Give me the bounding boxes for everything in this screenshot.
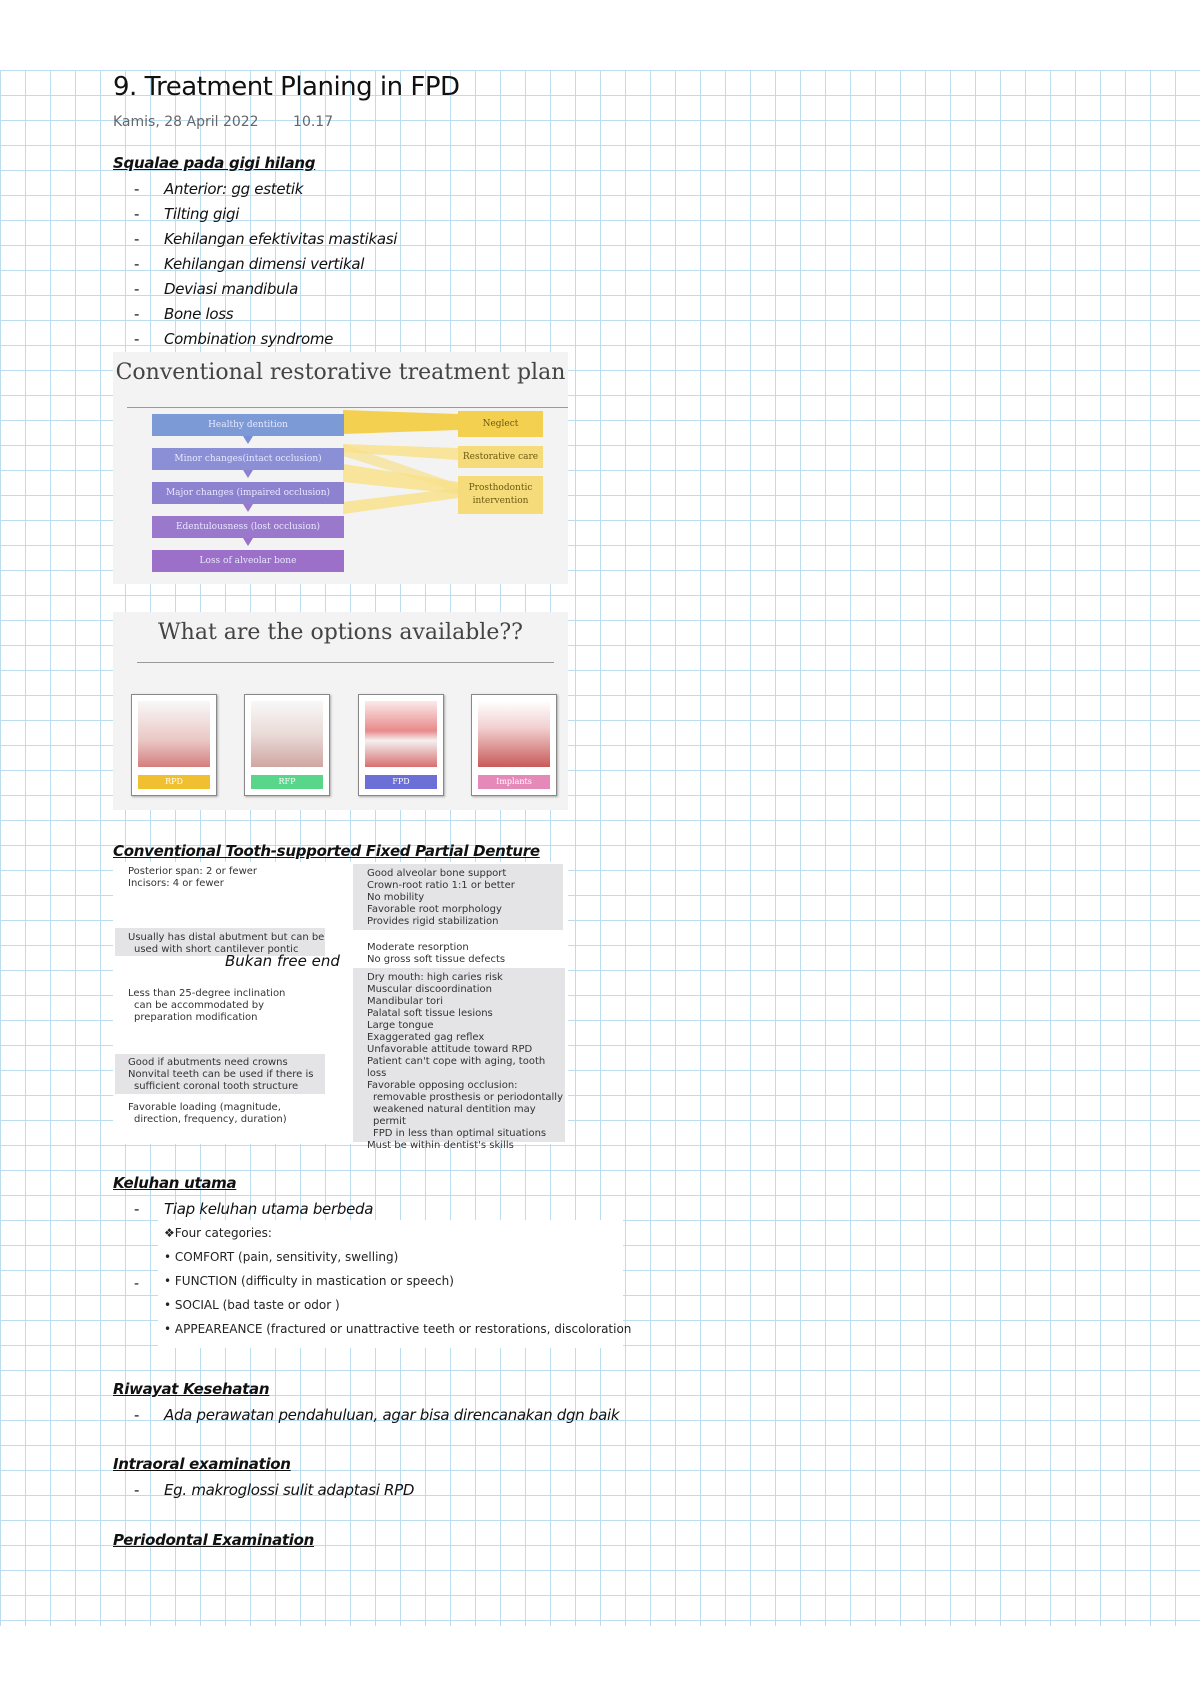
option-label: FPD xyxy=(365,775,437,789)
stage-bar: Edentulousness (lost occlusion) xyxy=(152,516,344,538)
option-card-rfp xyxy=(244,694,330,796)
list-item: - Ada perawatan pendahuluan, agar bisa direncanakan dgn baik xyxy=(134,1406,620,1424)
table-cell: Favorable loading (magnitude, direction, frequency, duration) xyxy=(128,1102,287,1125)
category-item: • SOCIAL (bad taste or odor ) xyxy=(164,1298,340,1312)
option-card-fpd xyxy=(358,694,444,796)
option-card-rpd xyxy=(131,694,217,796)
slide-treatment-plan xyxy=(113,352,568,584)
slide-title: What are the options available?? xyxy=(158,620,523,645)
table-cell: Dry mouth: high caries risk Muscular discoordination Mandibular tori Palatal soft tissue lesions Large tongue Exaggerated gag reflex Unfavorable attitude toward RPD Patient can't cope with aging, tooth loss Favorable opposing occlusion: removable prosthesis or periodontally weakened natural dentition may permit FPD in less than optimal situations Must be within dentist's skills xyxy=(353,968,565,1142)
arrow-down xyxy=(243,470,253,478)
arrow-down xyxy=(243,538,253,546)
fpd-criteria-table xyxy=(113,862,568,1151)
list-item: - Kehilangan efektivitas mastikasi xyxy=(134,230,398,248)
category-item: • APPEAREANCE (fractured or unattractive teeth or restorations, discoloration xyxy=(164,1322,632,1336)
section-heading-fpd: Conventional Tooth-supported Fixed Partial Denture xyxy=(113,842,540,860)
option-label: RFP xyxy=(251,775,323,789)
list-item: - Bone loss xyxy=(134,305,234,323)
slide-divider xyxy=(137,662,554,663)
table-cell: Good alveolar bone support Crown-root ratio 1:1 or better No mobility Favorable root morphology Provides rigid stabilization xyxy=(353,864,563,930)
stage-bar: Loss of alveolar bone xyxy=(152,550,344,572)
list-item: - Anterior: gg estetik xyxy=(134,180,304,198)
implant-image xyxy=(478,701,550,767)
section-heading-sekuele: Squalae pada gigi hilang xyxy=(113,154,316,172)
handwritten-note: Bukan free end xyxy=(225,952,340,970)
list-item: - Deviasi mandibula xyxy=(134,280,299,298)
denture-image xyxy=(365,701,437,767)
arrow-prostho-2 xyxy=(343,488,458,514)
option-card-implants xyxy=(471,694,557,796)
slide-title: Conventional restorative treatment plan xyxy=(115,360,566,385)
outcome-box: Restorative care xyxy=(458,446,543,468)
outcome-box: Prosthodontic intervention xyxy=(458,476,543,514)
list-item: - Combination syndrome xyxy=(134,330,334,348)
stage-bar: Major changes (impaired occlusion) xyxy=(152,482,344,504)
slide-options xyxy=(113,612,568,810)
list-dash: - xyxy=(134,1276,140,1292)
section-heading-intraoral: Intraoral examination xyxy=(113,1455,291,1473)
denture-image xyxy=(138,701,210,767)
arrow-neglect xyxy=(343,410,458,434)
table-cell: Usually has distal abutment but can be used with short cantilever pontic xyxy=(115,928,325,956)
table-cell: Less than 25-degree inclination can be accommodated by preparation modification xyxy=(128,988,286,1023)
arrow-down xyxy=(243,436,253,444)
section-heading-keluhan: Keluhan utama xyxy=(113,1174,237,1192)
arrow-down xyxy=(243,504,253,512)
page-timestamp xyxy=(113,114,363,130)
page-title: 9. Treatment Planing in FPD xyxy=(113,72,460,102)
section-heading-riwayat: Riwayat Kesehatan xyxy=(113,1380,270,1398)
section-heading-periodontal: Periodontal Examination xyxy=(113,1531,314,1549)
stage-bar: Healthy dentition xyxy=(152,414,344,436)
four-categories-box xyxy=(158,1220,632,1348)
list-item: - Tilting gigi xyxy=(134,205,240,223)
table-cell: Moderate resorption No gross soft tissue defects xyxy=(367,942,506,965)
page-time: 10.17 xyxy=(293,114,334,130)
page-date: Kamis, 28 April 2022 xyxy=(113,114,259,130)
option-label: Implants xyxy=(478,775,550,789)
outcome-box: Neglect xyxy=(458,411,543,437)
category-item: • COMFORT (pain, sensitivity, swelling) xyxy=(164,1250,399,1264)
category-heading: ❖Four categories: xyxy=(164,1226,272,1240)
table-cell: Good if abutments need crowns Nonvital teeth can be used if there is sufficient coronal tooth structure xyxy=(115,1054,325,1094)
stage-bar: Minor changes(intact occlusion) xyxy=(152,448,344,470)
denture-image xyxy=(251,701,323,767)
option-label: RPD xyxy=(138,775,210,789)
list-item: - Kehilangan dimensi vertikal xyxy=(134,255,365,273)
list-item: - Eg. makroglossi sulit adaptasi RPD xyxy=(134,1481,415,1499)
list-item: - Tiap keluhan utama berbeda xyxy=(134,1200,374,1218)
table-cell: Posterior span: 2 or fewer Incisors: 4 or fewer xyxy=(128,866,258,889)
category-item: • FUNCTION (difficulty in mastication or speech) xyxy=(164,1274,454,1288)
